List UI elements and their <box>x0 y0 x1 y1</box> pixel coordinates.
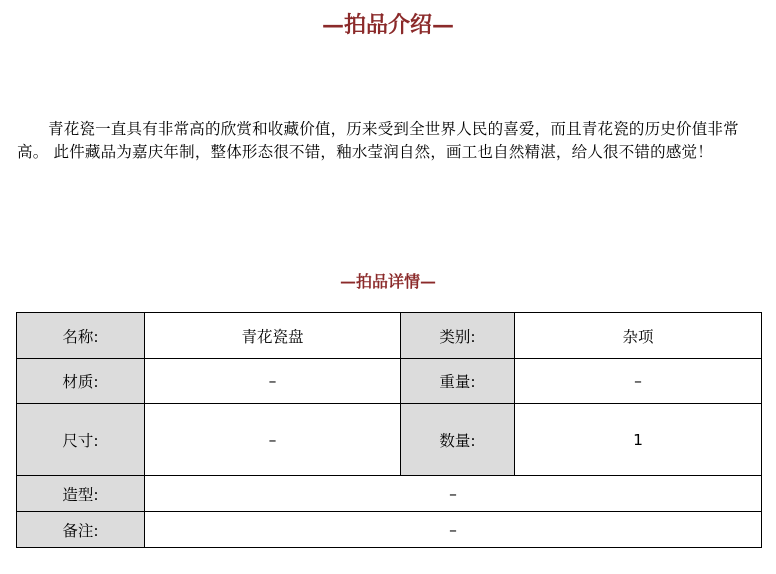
material-value: – <box>145 359 401 404</box>
shape-value: – <box>145 476 762 512</box>
details-table <box>16 312 762 548</box>
page-title: —拍品介绍— <box>321 12 454 38</box>
category-label: 类别: <box>401 313 515 359</box>
remark-value: – <box>145 512 762 548</box>
table-row <box>17 512 762 548</box>
remark-label: 备注: <box>17 512 145 548</box>
name-value: 青花瓷盘 <box>145 313 401 359</box>
details-title: —拍品详情— <box>339 272 436 291</box>
table-row <box>17 359 762 404</box>
material-label: 材质: <box>17 359 145 404</box>
weight-label: 重量: <box>401 359 515 404</box>
table-row <box>17 404 762 476</box>
category-value: 杂项 <box>515 313 762 359</box>
name-label: 名称: <box>17 313 145 359</box>
shape-label: 造型: <box>17 476 145 512</box>
table-row <box>17 313 762 359</box>
table-row <box>17 476 762 512</box>
size-label: 尺寸: <box>17 404 145 476</box>
weight-value: – <box>515 359 762 404</box>
intro-paragraph: 青花瓷一直具有非常高的欣赏和收藏价值，历来受到全世界人民的喜爱，而且青花瓷的历史价值非常高。 此件藏品为嘉庆年制，整体形态很不错，釉水莹润自然，画工也自然精湛，给人很不错的感觉！ <box>17 120 739 161</box>
quantity-label: 数量: <box>401 404 515 476</box>
size-value: – <box>145 404 401 476</box>
quantity-value: 1 <box>515 404 762 476</box>
